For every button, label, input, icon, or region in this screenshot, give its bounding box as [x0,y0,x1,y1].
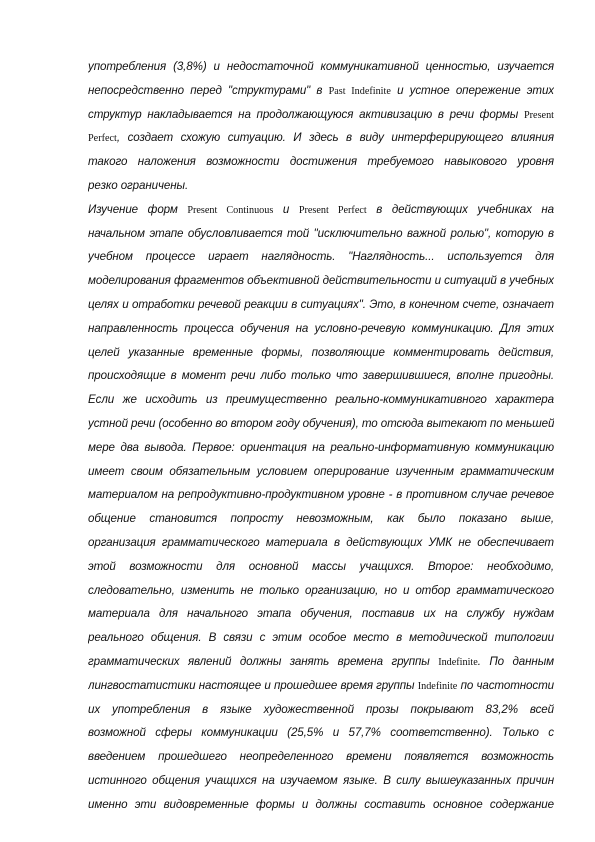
text-fragment: резко ограничены. [88,178,189,192]
text-line [88,721,554,745]
text-line [88,222,554,246]
text-fragment: устной речи (особенно во втором году обучения), то отсюда вытекают по меньшей [88,416,554,430]
text-fragment: имеет своим обязательным условием оперирование изученным грамматическим [88,464,554,478]
text-fragment: их употребления в языке художественной прозы покрывают 83,2% всей [88,702,554,716]
document-body [88,55,554,817]
text-line [88,745,554,769]
text-fragment: по частотности [457,678,554,692]
text-line [88,341,554,365]
text-fragment: возможной сферы коммуникации (25,5% и 57,7% соответственно). Только с [88,726,554,740]
text-fragment: Если же исходить из преимущественно реально-коммуникативного характера [88,393,554,407]
text-fragment: и [273,202,299,216]
text-fragment: . По данным [477,654,554,668]
text-line [88,793,554,817]
text-fragment: непосредственно перед "структурами" в [88,83,329,97]
english-term: Past Indefinite [328,85,391,97]
english-term: Indefinite [438,656,478,668]
english-term: Indefinite [417,680,458,692]
text-line [88,412,554,436]
text-line [88,460,554,484]
text-fragment: такого наложения возможности достижения требуемого навыкового уровня [88,155,554,169]
text-line [88,103,554,127]
text-fragment: начальном этапе обусловливается той "исключительно важной ролью", которую в [88,226,554,240]
text-fragment: , создает схожую ситуацию. И здесь в виду интерферирующего влияния [116,131,554,145]
text-fragment: этой возможности для основной массы учащихся. Второе: необходимо, [88,559,554,573]
text-line [88,769,554,793]
text-fragment: реального общения. В связи с этим особое место в методической типологии [88,631,554,645]
text-line [88,698,554,722]
text-fragment: материала для начального этапа обучения, поставив их на службу нуждам [88,607,554,621]
text-line [88,626,554,650]
text-line [88,555,554,579]
text-fragment: учебном процессе играет наглядность. "Наглядность... используется для [88,250,554,264]
english-term: Present Perfect [298,204,367,216]
text-line [88,293,554,317]
text-line [88,79,554,103]
text-fragment: употребления (3,8%) и недостаточной коммуникативной ценностью, изучается [88,60,554,73]
text-line [88,55,554,79]
text-fragment: мере два вывода. Первое: ориентация на реально-информативную коммуникацию [88,440,554,454]
text-fragment: происходящие в момент речи либо только что завершившиеся, вполне пригодны. [88,369,554,383]
text-line [88,602,554,626]
text-line [88,364,554,388]
text-fragment: организация грамматического материала в действующих УМК не обеспечивает [88,535,554,549]
text-fragment: именно эти видовременные формы и должны составить основное содержание [88,797,554,811]
text-line [88,198,554,222]
text-line [88,174,554,198]
text-fragment: следовательно, изменить не только организацию, но и отбор грамматического [88,583,554,597]
text-line [88,579,554,603]
text-line [88,483,554,507]
text-fragment: общение становится попросту невозможным, как было показано выше, [88,512,554,526]
text-fragment: в действующих учебниках на [366,202,554,216]
text-line [88,126,554,150]
english-term: Perfect [88,133,117,145]
text-fragment: моделирования фрагментов объективной действительности и ситуаций в учебных [88,274,554,288]
text-fragment: направленность процесса обучения на условно-речевую коммуникацию. Для этих [88,321,554,335]
text-line [88,150,554,174]
text-line [88,317,554,341]
text-line [88,674,554,698]
text-line [88,245,554,269]
text-fragment: материалом на репродуктивно-продуктивном уровне - в противном случае речевое [88,488,554,502]
text-fragment: введением прошедшего неопределенного времени появляется возможность [88,750,554,764]
text-line [88,436,554,460]
text-fragment: Изучение форм [88,202,188,216]
text-fragment: целях и отработки речевой реакции в ситуациях". Это, в конечном счете, означает [88,297,554,311]
text-line [88,388,554,412]
text-line [88,269,554,293]
text-fragment: истинного общения учащихся на изучаемом языке. В силу вышеуказанных причин [88,773,554,787]
text-fragment: целей указанные временные формы, позволяющие комментировать действия, [88,345,554,359]
english-term: Present [524,109,554,121]
text-fragment: лингвостатистики настоящее и прошедшее время группы [88,678,418,692]
text-fragment: и устное опережение этих [390,83,554,97]
text-fragment: грамматических явлений должны занять времена группы [88,654,439,668]
text-line [88,531,554,555]
text-line [88,507,554,531]
text-line [88,650,554,674]
text-fragment: структур накладывается на продолжающуюся активизацию в речи формы [88,107,524,121]
english-term: Present Continuous [187,204,274,216]
